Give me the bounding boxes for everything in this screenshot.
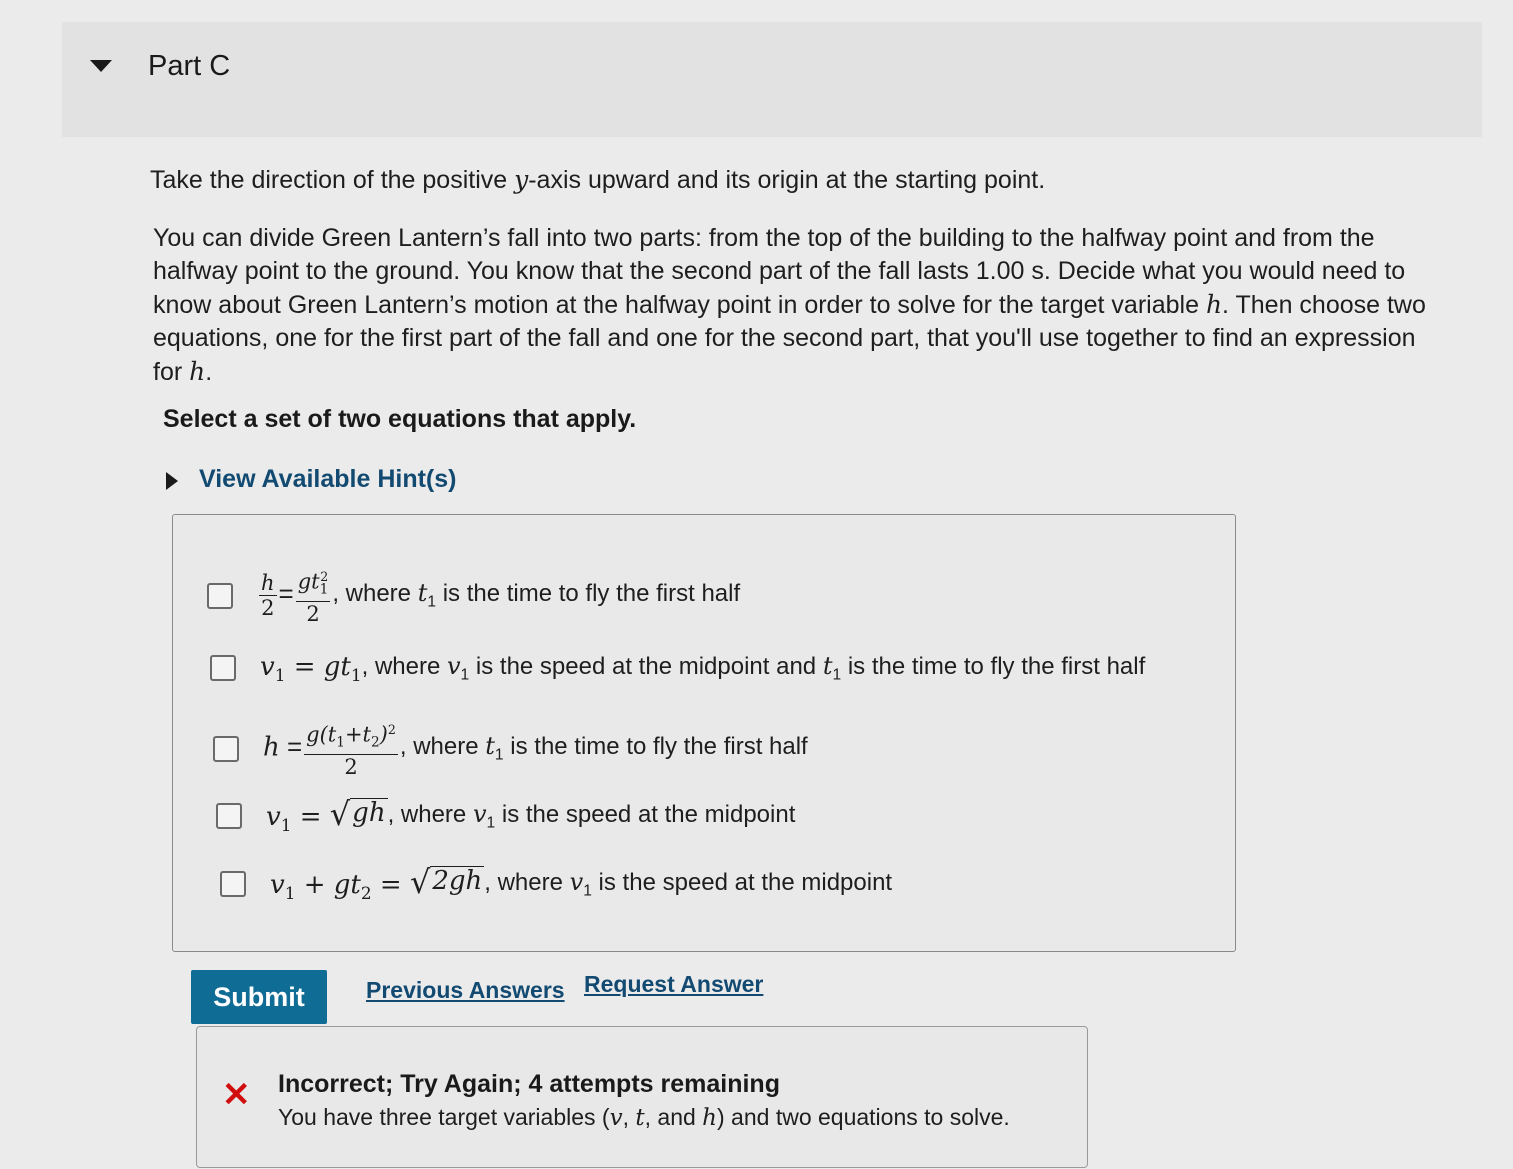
choice-3-equation: h = $\frac{g(t_1+t_2)^2}{2}$ [263,718,400,779]
choice-1[interactable] [207,565,740,626]
choice-3-checkbox[interactable] [213,736,239,762]
choice-3-description: , where $t_1$ is the time to fly the first half [399,732,808,764]
previous-answers-link[interactable]: Previous Answers [366,977,565,1003]
choice-2-checkbox[interactable] [210,655,236,681]
feedback-title: Incorrect; Try Again; 4 attempts remaining [278,1070,780,1098]
choice-4-checkbox[interactable] [216,803,242,829]
choice-2[interactable] [210,652,1145,685]
choice-1-checkbox[interactable] [207,583,233,609]
request-answer-link[interactable]: Request Answer [584,971,764,997]
part-header [62,22,1482,137]
choice-5-equation: $v_1 + gt_2$ = √ 2gh [270,863,483,903]
choice-4-equation: $v_1$ = √ gh [266,795,386,835]
submit-button[interactable]: Submit [191,970,327,1024]
choice-3[interactable] [213,718,808,779]
choice-5-description: , where $v_1$ is the speed at the midpoint [484,868,893,900]
choice-4-description: , where $v_1$ is the speed at the midpoint [387,800,796,832]
choice-2-equation: $v_1 = gt_1$ [260,652,362,685]
part-title: Part C [148,50,231,82]
choice-4[interactable] [216,795,796,835]
expand-arrow-icon[interactable] [166,472,178,490]
close-icon: ✕ [222,1076,251,1114]
choice-1-equation: $\frac{h}{2}$ = $\frac{gt_1^2}{2}$ [257,565,332,626]
feedback-text: You have three target variables (v, t, and h) and two equations to solve. [278,1104,1010,1131]
instruction-text: Select a set of two equations that apply. [163,405,637,433]
choice-2-description: , where $v_1$ is the speed at the midpoint and $t_1$ is the time to fly the first half [361,652,1146,684]
intro-paragraph-1: Take the direction of the positive y-axis upward and its origin at the starting point. [150,165,1046,194]
intro-paragraph-2: You can divide Green Lantern’s fall into two parts: from the top of the building to the halfway point and from the halfway point to the ground. You know that the second part of the fall lasts 1.00 s. Decide what you would need to know about Green Lantern’s motion at the halfway point in order to solve for the target variable h. Then choose two equations, one for the first part of the fall and one for the second part, that you'll use together to find an expression for h. [153,224,1426,386]
choice-1-description: , where $t_1$ is the time to fly the first half [332,579,741,611]
choice-5-checkbox[interactable] [220,871,246,897]
view-hints-link[interactable]: View Available Hint(s) [199,465,457,493]
choice-5[interactable] [220,863,893,903]
collapse-triangle-icon[interactable] [90,60,112,72]
